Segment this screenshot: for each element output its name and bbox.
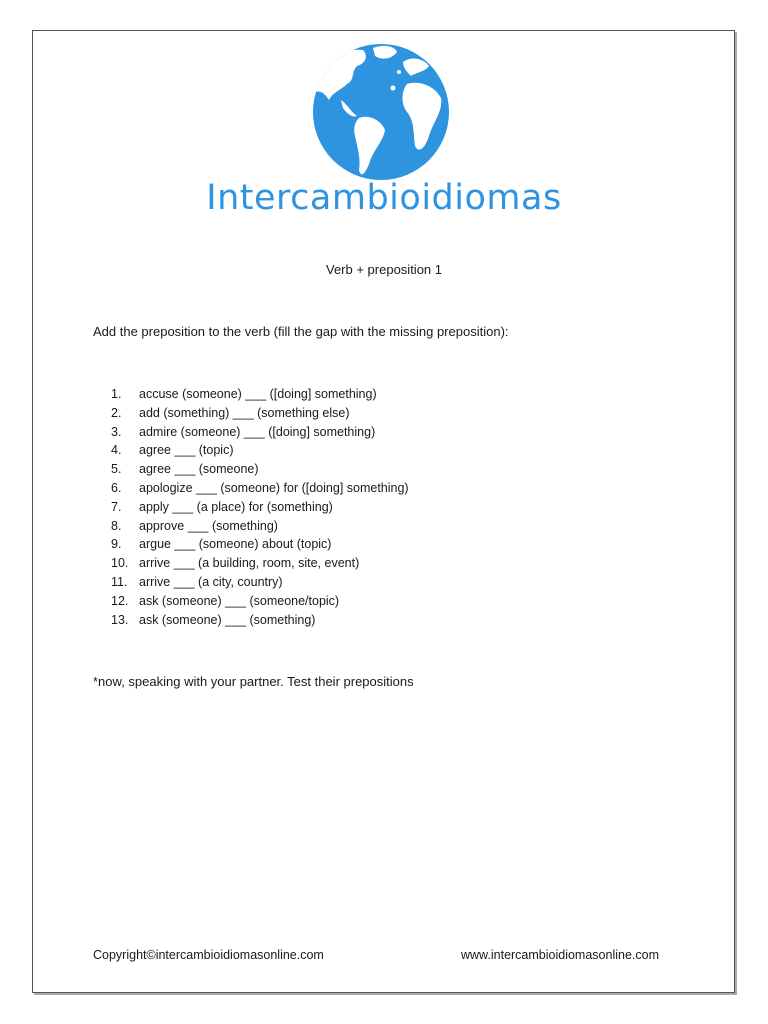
- exercise-item-text: argue ___ (someone) about (topic): [139, 537, 332, 552]
- exercise-item-number: [93, 479, 139, 498]
- exercise-item-text: apologize ___ (someone) for ([doing] something): [139, 480, 409, 495]
- exercise-item-number-text: 4.: [111, 443, 122, 458]
- exercise-list: [93, 385, 409, 629]
- exercise-item-number: [93, 611, 139, 630]
- exercise-item-text: ask (someone) ___ (something): [139, 612, 316, 627]
- exercise-item-text: approve ___ (something): [139, 518, 278, 533]
- globe-icon: [311, 42, 451, 182]
- exercise-item-text: arrive ___ (a city, country): [139, 574, 283, 589]
- exercise-item-number-text: 8.: [111, 518, 122, 533]
- exercise-item-text: ask (someone) ___ (someone/topic): [139, 593, 340, 608]
- footer-copyright: Copyright©intercambioidiomasonline.com: [93, 948, 324, 962]
- exercise-item: [93, 573, 409, 592]
- footer-website: www.intercambioidiomasonline.com: [461, 948, 659, 962]
- exercise-item: [93, 460, 409, 479]
- exercise-item: [93, 592, 409, 611]
- exercise-item: [93, 404, 409, 423]
- exercise-item: [93, 423, 409, 442]
- exercise-item-text: admire (someone) ___ ([doing] something): [139, 424, 376, 439]
- exercise-item-number-text: 2.: [111, 405, 122, 420]
- speaking-note: *now, speaking with your partner. Test their prepositions: [93, 674, 414, 689]
- exercise-item-number-text: 9.: [111, 537, 122, 552]
- exercise-item-number-text: 13.: [111, 612, 129, 627]
- exercise-item-number: [93, 592, 139, 611]
- exercise-item-number-text: 3.: [111, 424, 122, 439]
- exercise-item-number-text: 5.: [111, 462, 122, 477]
- instructions-text: Add the preposition to the verb (fill the gap with the missing preposition):: [93, 324, 509, 339]
- exercise-item-number-text: 7.: [111, 499, 122, 514]
- exercise-item: [93, 479, 409, 498]
- exercise-item: [93, 535, 409, 554]
- exercise-item-number: [93, 517, 139, 536]
- exercise-item: [93, 611, 409, 630]
- exercise-item-number: [93, 498, 139, 517]
- exercise-item: [93, 385, 409, 404]
- exercise-item-text: add (something) ___ (something else): [139, 405, 350, 420]
- exercise-item-text: apply ___ (a place) for (something): [139, 499, 333, 514]
- exercise-item: [93, 554, 409, 573]
- exercise-item-number: [93, 535, 139, 554]
- exercise-item: [93, 498, 409, 517]
- exercise-item-number: [93, 460, 139, 479]
- exercise-item-number: [93, 404, 139, 423]
- exercise-item-number: [93, 554, 139, 573]
- exercise-item-number: [93, 441, 139, 460]
- exercise-item: [93, 441, 409, 460]
- exercise-item-number-text: 6.: [111, 480, 122, 495]
- exercise-item-number: [93, 573, 139, 592]
- exercise-item-text: agree ___ (topic): [139, 443, 234, 458]
- brand-name: Intercambioidiomas: [206, 178, 562, 218]
- exercise-item-number-text: 1.: [111, 387, 122, 401]
- exercise-item-text: arrive ___ (a building, room, site, event): [139, 556, 360, 571]
- exercise-item-text: accuse (someone) ___ ([doing] something): [139, 387, 377, 401]
- exercise-item-number: [93, 423, 139, 442]
- exercise-item-number: [93, 385, 139, 404]
- document-title: Verb + preposition 1: [326, 262, 442, 277]
- exercise-item-number-text: 12.: [111, 593, 129, 608]
- exercise-item-text: agree ___ (someone): [139, 462, 259, 477]
- exercise-item: [93, 517, 409, 536]
- exercise-item-number-text: 10.: [111, 556, 129, 571]
- exercise-item-number-text: 11.: [111, 574, 128, 589]
